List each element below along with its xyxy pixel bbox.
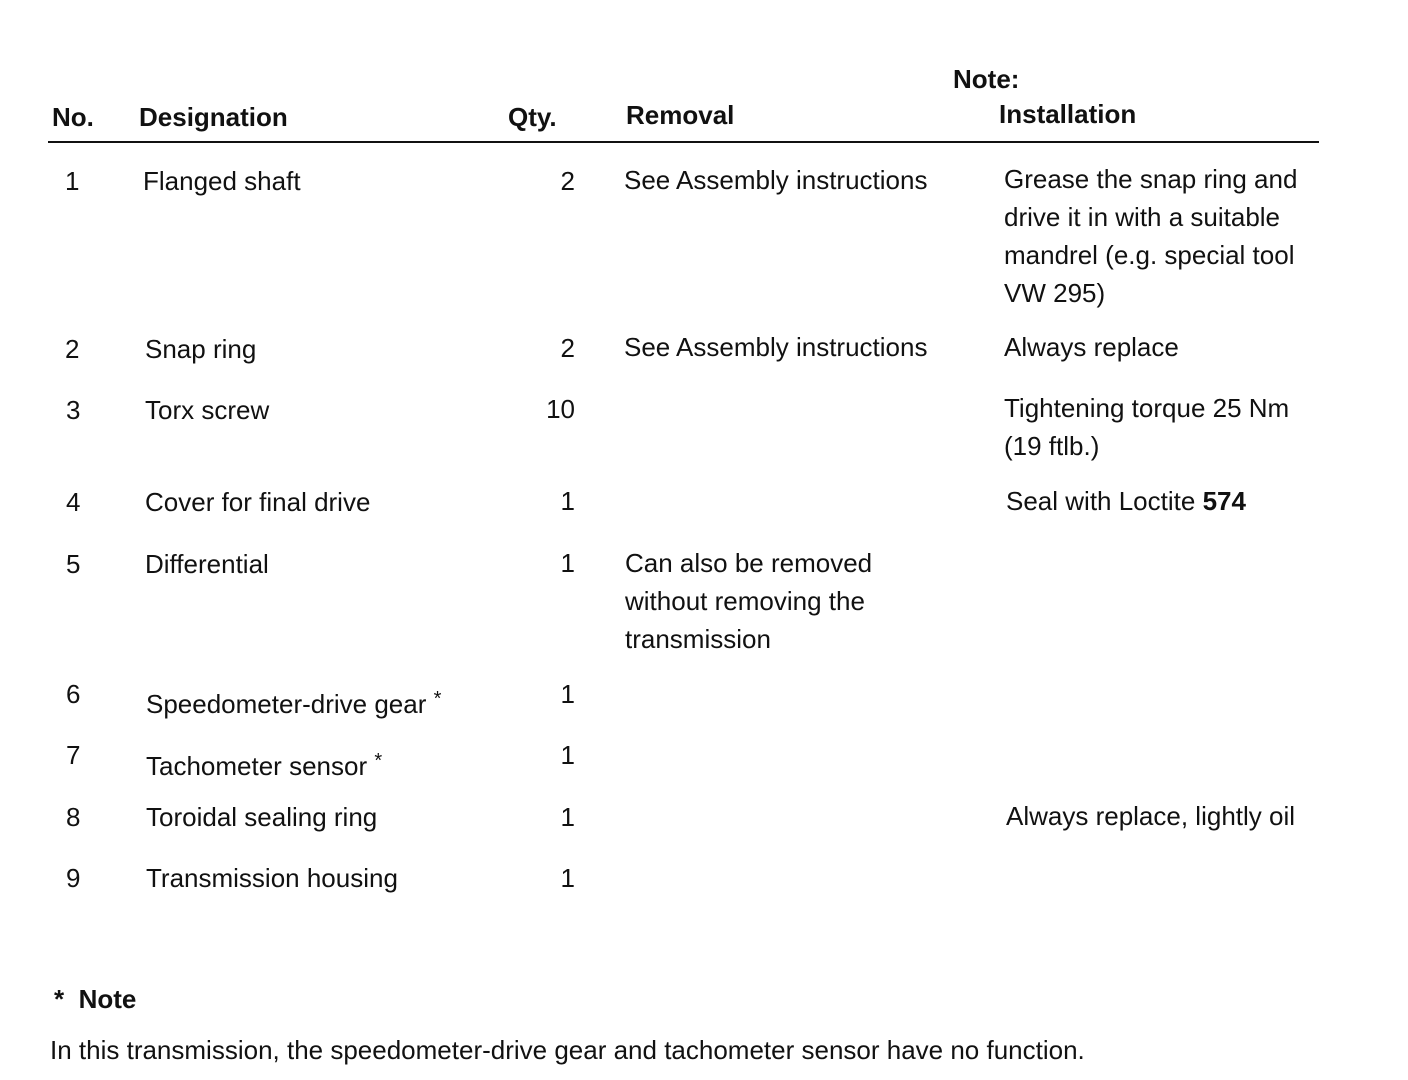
header-qty: Qty. bbox=[508, 102, 557, 132]
footnote-text: In this transmission, the speedometer-drive gear and tachometer sensor have no function. bbox=[50, 1035, 1085, 1065]
row-9-no: 9 bbox=[66, 863, 81, 893]
row-5-no: 5 bbox=[66, 549, 81, 579]
row-1-no: 1 bbox=[65, 166, 80, 196]
row-7-designation-text: Tachometer sensor bbox=[146, 751, 368, 781]
row-2-installation: Always replace bbox=[1004, 332, 1179, 362]
row-4-qty: 1 bbox=[560, 486, 575, 516]
row-8-installation: Always replace, lightly oil bbox=[1006, 801, 1296, 831]
row-2-qty: 2 bbox=[560, 333, 575, 363]
row-1-installation: Grease the snap ring and drive it in with a suitable mandrel (e.g. special tool VW 295) bbox=[1004, 164, 1298, 308]
header-installation: Installation bbox=[999, 99, 1137, 129]
row-7-designation bbox=[146, 742, 382, 785]
row-4-installation-code: 574 bbox=[1202, 486, 1246, 516]
header-removal: Removal bbox=[626, 100, 735, 130]
row-9-designation: Transmission housing bbox=[146, 863, 398, 893]
row-1-designation: Flanged shaft bbox=[143, 166, 301, 196]
row-4-designation: Cover for final drive bbox=[145, 487, 371, 517]
row-9-qty: 1 bbox=[560, 863, 575, 893]
row-6-no: 6 bbox=[66, 679, 81, 709]
header-designation: Designation bbox=[139, 102, 288, 132]
row-5-removal: Can also be removed without removing the transmission bbox=[625, 548, 873, 654]
row-6-asterisk: * bbox=[433, 688, 442, 710]
row-2-removal: See Assembly instructions bbox=[624, 332, 928, 362]
row-7-no: 7 bbox=[66, 740, 81, 770]
row-5-designation: Differential bbox=[145, 549, 269, 579]
row-4-installation-text: Seal with Loctite bbox=[1006, 486, 1203, 516]
row-7-asterisk: * bbox=[374, 750, 383, 772]
row-8-designation: Toroidal sealing ring bbox=[146, 802, 378, 832]
row-4-installation bbox=[1006, 482, 1246, 520]
row-7-qty: 1 bbox=[560, 740, 575, 770]
row-1-qty: 2 bbox=[560, 166, 575, 196]
row-8-qty: 1 bbox=[560, 802, 575, 832]
footnote-title: Note bbox=[78, 984, 137, 1014]
row-4-no: 4 bbox=[66, 487, 81, 517]
row-5-qty: 1 bbox=[560, 548, 575, 578]
footnote-heading bbox=[54, 984, 136, 1015]
row-6-qty: 1 bbox=[560, 679, 575, 709]
row-6-designation bbox=[146, 680, 441, 723]
header-rule bbox=[48, 141, 1319, 143]
header-note: Note: bbox=[953, 64, 1020, 94]
row-3-designation: Torx screw bbox=[145, 395, 270, 425]
row-2-designation: Snap ring bbox=[145, 334, 257, 364]
header-no: No. bbox=[52, 102, 94, 132]
footnote-marker: * bbox=[54, 984, 65, 1014]
row-3-installation: Tightening torque 25 Nm (19 ftlb.) bbox=[1004, 393, 1290, 461]
row-3-no: 3 bbox=[66, 395, 81, 425]
row-2-no: 2 bbox=[65, 334, 80, 364]
row-6-designation-text: Speedometer-drive gear bbox=[146, 689, 427, 719]
row-1-removal: See Assembly instructions bbox=[624, 165, 928, 195]
row-3-qty: 10 bbox=[546, 394, 575, 424]
row-8-no: 8 bbox=[66, 802, 81, 832]
